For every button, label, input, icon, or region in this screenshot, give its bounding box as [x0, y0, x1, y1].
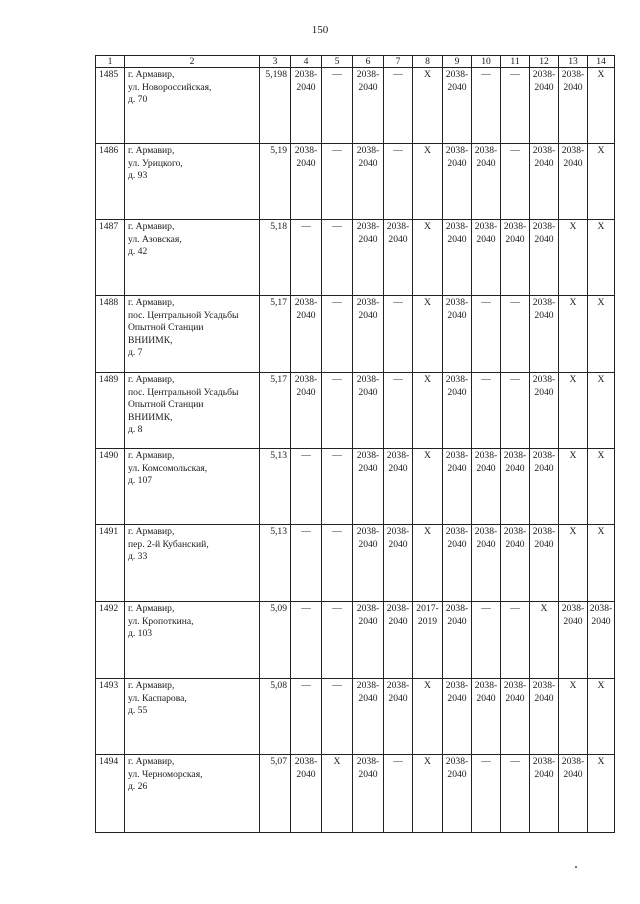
period-cell: 2038- 2040 [291, 296, 322, 373]
period-cell: — [291, 525, 322, 602]
table-row [96, 296, 615, 373]
period-cell: — [501, 755, 530, 833]
period-cell: X [559, 449, 588, 525]
period-cell: 2038- 2040 [353, 373, 384, 449]
period-cell: X [559, 373, 588, 449]
period-cell: 2038- 2040 [384, 525, 413, 602]
period-cell: X [413, 525, 443, 602]
period-cell: 2038- 2040 [353, 449, 384, 525]
table-row [96, 602, 615, 679]
period-cell: 2038- 2040 [353, 602, 384, 679]
column-header: 11 [501, 56, 530, 68]
period-cell: 2038- 2040 [530, 296, 559, 373]
table-row [96, 68, 615, 144]
period-cell: — [322, 296, 353, 373]
period-cell: X [413, 449, 443, 525]
period-cell: X [559, 525, 588, 602]
period-cell: — [291, 449, 322, 525]
period-cell: — [384, 755, 413, 833]
period-cell: X [559, 296, 588, 373]
column-header: 3 [260, 56, 291, 68]
row-number: 1494 [96, 755, 125, 833]
register-table [95, 55, 615, 833]
table-row [96, 525, 615, 602]
period-cell: — [291, 679, 322, 755]
period-cell: 2038- 2040 [530, 68, 559, 144]
value-cell: 5,19 [260, 144, 291, 220]
period-cell: 2038- 2040 [501, 449, 530, 525]
period-cell: 2038- 2040 [559, 755, 588, 833]
period-cell: 2038- 2040 [472, 525, 501, 602]
period-cell: X [559, 220, 588, 296]
period-cell: — [384, 68, 413, 144]
period-cell: 2038- 2040 [443, 755, 472, 833]
column-header: 5 [322, 56, 353, 68]
period-cell: X [413, 296, 443, 373]
period-cell: 2038- 2040 [353, 755, 384, 833]
column-header: 6 [353, 56, 384, 68]
period-cell: 2038- 2040 [443, 449, 472, 525]
period-cell: — [501, 602, 530, 679]
period-cell: 2038- 2040 [384, 679, 413, 755]
period-cell: 2038- 2040 [501, 220, 530, 296]
address-cell: г. Армавир, пос. Центральной Усадьбы Опытной Станции ВНИИМК, д. 7 [125, 296, 260, 373]
period-cell: X [588, 373, 615, 449]
address-cell: г. Армавир, ул. Черноморская, д. 26 [125, 755, 260, 833]
period-cell: 2038- 2040 [384, 602, 413, 679]
period-cell: 2038- 2040 [443, 144, 472, 220]
row-number: 1486 [96, 144, 125, 220]
period-cell: — [501, 144, 530, 220]
period-cell: 2038- 2040 [443, 373, 472, 449]
period-cell: X [588, 755, 615, 833]
period-cell: 2038- 2040 [588, 602, 615, 679]
period-cell: X [588, 220, 615, 296]
period-cell: 2038- 2040 [291, 373, 322, 449]
period-cell: 2038- 2040 [501, 679, 530, 755]
period-cell: 2038- 2040 [530, 449, 559, 525]
period-cell: X [588, 144, 615, 220]
period-cell: X [559, 679, 588, 755]
period-cell: X [322, 755, 353, 833]
period-cell: — [322, 602, 353, 679]
period-cell: — [322, 449, 353, 525]
column-header: 13 [559, 56, 588, 68]
period-cell: — [384, 296, 413, 373]
period-cell: 2038- 2040 [353, 525, 384, 602]
period-cell: — [472, 602, 501, 679]
table-row [96, 144, 615, 220]
period-cell: X [530, 602, 559, 679]
period-cell: — [384, 144, 413, 220]
row-number: 1488 [96, 296, 125, 373]
value-cell: 5,09 [260, 602, 291, 679]
period-cell: X [413, 373, 443, 449]
period-cell: — [322, 144, 353, 220]
period-cell: 2038- 2040 [472, 679, 501, 755]
address-cell: г. Армавир, пер. 2-й Кубанский, д. 33 [125, 525, 260, 602]
period-cell: 2038- 2040 [443, 525, 472, 602]
column-header: 7 [384, 56, 413, 68]
period-cell: 2038- 2040 [472, 220, 501, 296]
period-cell: 2038- 2040 [530, 220, 559, 296]
period-cell: 2038- 2040 [291, 144, 322, 220]
period-cell: — [291, 220, 322, 296]
period-cell: 2038- 2040 [291, 68, 322, 144]
value-cell: 5,13 [260, 525, 291, 602]
period-cell: X [413, 144, 443, 220]
period-cell: 2038- 2040 [443, 602, 472, 679]
row-number: 1491 [96, 525, 125, 602]
column-header: 1 [96, 56, 125, 68]
row-number: 1485 [96, 68, 125, 144]
column-header: 8 [413, 56, 443, 68]
row-number: 1493 [96, 679, 125, 755]
table-row [96, 755, 615, 833]
table-row [96, 679, 615, 755]
period-cell: 2038- 2040 [353, 679, 384, 755]
period-cell: 2038- 2040 [530, 373, 559, 449]
period-cell: — [322, 373, 353, 449]
period-cell: 2038- 2040 [530, 755, 559, 833]
period-cell: X [588, 679, 615, 755]
period-cell: 2038- 2040 [384, 449, 413, 525]
period-cell: — [472, 68, 501, 144]
period-cell: 2038- 2040 [384, 220, 413, 296]
period-cell: — [472, 755, 501, 833]
period-cell: 2038- 2040 [559, 68, 588, 144]
period-cell: — [384, 373, 413, 449]
period-cell: 2038- 2040 [291, 755, 322, 833]
period-cell: 2017- 2019 [413, 602, 443, 679]
column-header: 2 [125, 56, 260, 68]
value-cell: 5,08 [260, 679, 291, 755]
page-number: 150 [311, 24, 329, 36]
address-cell: г. Армавир, ул. Каспарова, д. 55 [125, 679, 260, 755]
row-number: 1489 [96, 373, 125, 449]
period-cell: 2038- 2040 [443, 220, 472, 296]
period-cell: 2038- 2040 [353, 144, 384, 220]
value-cell: 5,17 [260, 296, 291, 373]
period-cell: — [322, 68, 353, 144]
period-cell: 2038- 2040 [443, 296, 472, 373]
period-cell: X [588, 449, 615, 525]
period-cell: X [413, 220, 443, 296]
period-cell: — [472, 373, 501, 449]
column-header: 14 [588, 56, 615, 68]
table-header-row [96, 56, 615, 68]
value-cell: 5,18 [260, 220, 291, 296]
table-row [96, 449, 615, 525]
period-cell: X [413, 679, 443, 755]
period-cell: X [588, 68, 615, 144]
period-cell: 2038- 2040 [501, 525, 530, 602]
address-cell: г. Армавир, пос. Центральной Усадьбы Опытной Станции ВНИИМК, д. 8 [125, 373, 260, 449]
address-cell: г. Армавир, ул. Азовская, д. 42 [125, 220, 260, 296]
address-cell: г. Армавир, ул. Урицкого, д. 93 [125, 144, 260, 220]
scan-speck [575, 866, 577, 868]
value-cell: 5,17 [260, 373, 291, 449]
period-cell: 2038- 2040 [443, 68, 472, 144]
period-cell: 2038- 2040 [530, 144, 559, 220]
period-cell: — [291, 602, 322, 679]
row-number: 1492 [96, 602, 125, 679]
value-cell: 5,07 [260, 755, 291, 833]
table-row [96, 373, 615, 449]
period-cell: 2038- 2040 [472, 449, 501, 525]
period-cell: — [322, 220, 353, 296]
period-cell: X [413, 68, 443, 144]
period-cell: 2038- 2040 [530, 525, 559, 602]
period-cell: — [501, 296, 530, 373]
value-cell: 5,198 [260, 68, 291, 144]
period-cell: — [322, 525, 353, 602]
column-header: 10 [472, 56, 501, 68]
period-cell: 2038- 2040 [530, 679, 559, 755]
address-cell: г. Армавир, ул. Кропоткина, д. 103 [125, 602, 260, 679]
period-cell: 2038- 2040 [353, 68, 384, 144]
address-cell: г. Армавир, ул. Комсомольская, д. 107 [125, 449, 260, 525]
period-cell: X [588, 296, 615, 373]
column-header: 12 [530, 56, 559, 68]
value-cell: 5,13 [260, 449, 291, 525]
row-number: 1487 [96, 220, 125, 296]
column-header: 4 [291, 56, 322, 68]
period-cell: 2038- 2040 [559, 602, 588, 679]
column-header: 9 [443, 56, 472, 68]
period-cell: X [413, 755, 443, 833]
period-cell: 2038- 2040 [353, 296, 384, 373]
address-cell: г. Армавир, ул. Новороссийская, д. 70 [125, 68, 260, 144]
period-cell: — [501, 68, 530, 144]
period-cell: — [501, 373, 530, 449]
period-cell: 2038- 2040 [559, 144, 588, 220]
period-cell: X [588, 525, 615, 602]
period-cell: 2038- 2040 [443, 679, 472, 755]
period-cell: 2038- 2040 [472, 144, 501, 220]
period-cell: 2038- 2040 [353, 220, 384, 296]
period-cell: — [322, 679, 353, 755]
row-number: 1490 [96, 449, 125, 525]
table-row [96, 220, 615, 296]
period-cell: — [472, 296, 501, 373]
